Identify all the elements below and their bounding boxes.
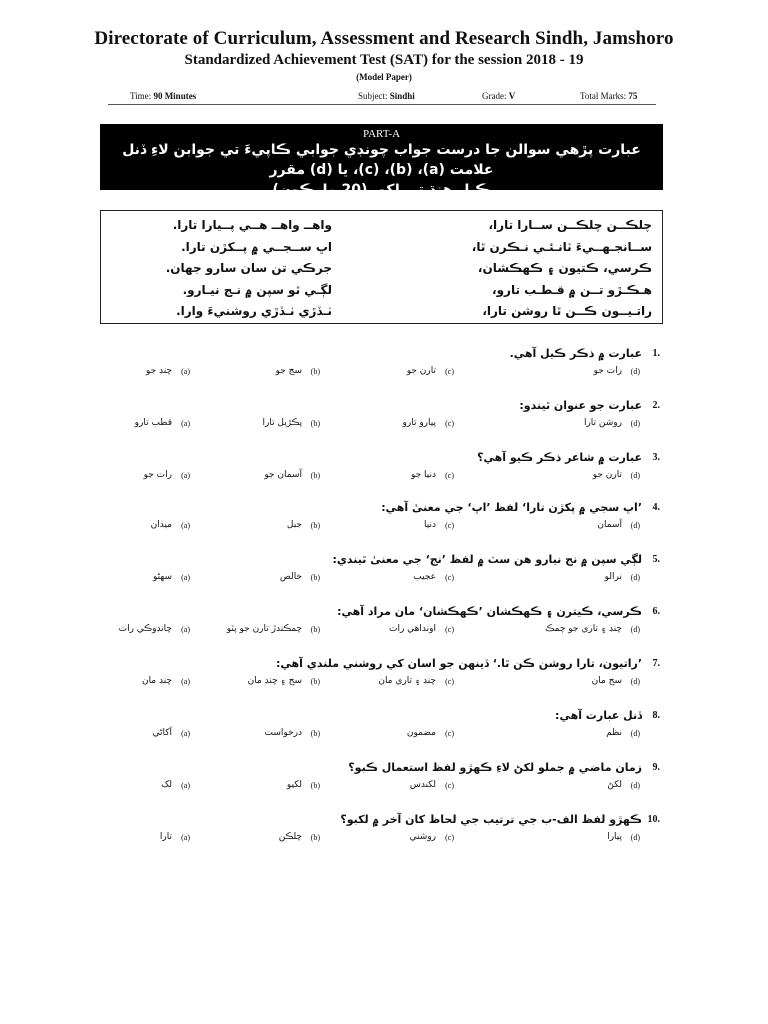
question-text: ڪرسي، ڪيترن ۽ ڪهڪشان ’ڪهڪشان‘ مان مراد آهي: [337, 605, 642, 618]
option-text: سج ۽ چنڊ مان [247, 676, 302, 686]
option-letter: (a) [181, 367, 190, 376]
question-number: 6. [652, 606, 660, 617]
answer-option [294, 470, 454, 484]
question-item [100, 452, 660, 492]
answer-option [294, 676, 454, 690]
option-letter: (c) [445, 471, 454, 480]
question-text: عبارت جو عنوان ٿيندو: [519, 399, 642, 412]
option-letter: (a) [181, 419, 190, 428]
option-letter: (a) [181, 781, 190, 790]
question-text: ڏنل عبارت آهي: [555, 709, 642, 722]
option-letter: (d) [630, 677, 640, 686]
answer-option [480, 418, 640, 432]
time-field [130, 91, 196, 101]
answer-option [480, 470, 640, 484]
option-letter: (d) [630, 471, 640, 480]
option-letter: (a) [181, 471, 190, 480]
answer-option [294, 624, 454, 638]
poem-right-column [382, 215, 652, 323]
poem-passage [100, 210, 663, 324]
option-letter: (a) [181, 625, 190, 634]
option-letter: (c) [445, 781, 454, 790]
option-text: روشني [409, 832, 436, 842]
option-text: درخواست [264, 728, 302, 738]
option-text: سج جو [275, 366, 302, 376]
option-letter: (d) [630, 521, 640, 530]
option-text: سهڻو [152, 572, 172, 582]
option-text: لکندس [409, 780, 436, 790]
option-letter: (d) [630, 419, 640, 428]
marks-label: Total Marks: [580, 91, 627, 101]
poem-line: لڳـي ٿو سپن ۾ نـج نيـارو. [182, 282, 332, 297]
question-text: زمان ماضي ۾ جملو لکڻ لاءِ ڪهڙو لفظ استعمال ڪبو؟ [348, 761, 642, 774]
option-text: آکاڻي [152, 728, 172, 738]
option-letter: (c) [445, 521, 454, 530]
option-text: نظم [606, 728, 622, 738]
option-text: چمڪندڙ تارن جو پٽو [226, 624, 302, 634]
option-letter: (b) [310, 833, 320, 842]
option-text: چنڊ مان [141, 676, 172, 686]
option-letter: (b) [310, 471, 320, 480]
option-text: آسمان جو [264, 470, 302, 480]
question-number: 3. [652, 452, 660, 463]
option-letter: (d) [630, 781, 640, 790]
option-letter: (b) [310, 677, 320, 686]
question-item [100, 606, 660, 646]
question-number: 7. [652, 658, 660, 669]
question-item [100, 710, 660, 750]
option-text: رات جو [143, 470, 172, 480]
option-letter: (b) [310, 729, 320, 738]
option-letter: (d) [630, 367, 640, 376]
model-paper-label: (Model Paper) [356, 72, 412, 82]
option-letter: (a) [181, 573, 190, 582]
question-number: 1. [652, 348, 660, 359]
answer-option [294, 366, 454, 380]
poem-line: راتـيــون ڪــن ٿا روشن تارا، [482, 304, 652, 318]
option-text: چانڊوڪي رات [118, 624, 172, 634]
option-text: جبل [286, 520, 302, 530]
question-text: ’راتيون، تارا روشن ڪن ٿا.‘ ڏينهن جو اسان کي روشني ملندي آهي: [276, 657, 642, 670]
option-text: چنڊ جو [145, 366, 172, 376]
option-letter: (c) [445, 833, 454, 842]
option-text: مضمون [406, 728, 436, 738]
time-label: Time: [130, 91, 152, 101]
answer-option [480, 780, 640, 794]
option-letter: (b) [310, 625, 320, 634]
option-text: لک [161, 780, 172, 790]
option-text: چنڊ ۽ تاري جو چمڪ [545, 624, 622, 634]
question-item [100, 762, 660, 802]
option-text: نرالو [604, 572, 622, 582]
option-text: لکڻ [607, 780, 622, 790]
answer-option [480, 728, 640, 742]
option-letter: (b) [310, 419, 320, 428]
option-letter: (a) [181, 729, 190, 738]
option-letter: (a) [181, 677, 190, 686]
option-letter: (c) [445, 419, 454, 428]
question-number: 8. [652, 710, 660, 721]
question-text: عبارت ۾ شاعر ذڪر ڪيو آهي؟ [477, 451, 642, 464]
option-text: پيارا [607, 832, 622, 842]
option-letter: (d) [630, 729, 640, 738]
question-item [100, 554, 660, 594]
answer-option [480, 520, 640, 534]
grade-label: Grade: [482, 91, 507, 101]
question-item [100, 348, 660, 388]
option-letter: (b) [310, 521, 320, 530]
poem-line: ٺـڏڙي ٺـڏڙي روشنيءَ وارا. [176, 304, 332, 318]
option-text: رات جو [593, 366, 622, 376]
option-text: چنڊ ۽ تاري مان [378, 676, 436, 686]
option-letter: (a) [181, 833, 190, 842]
question-text: ’اڀ سجي ۾ پکڙن تارا‘ لفظ ’اڀ‘ جي معنىٰ آهي: [381, 501, 642, 514]
poem-line: ڪرسي، ڪتيون ۽ ڪهڪشان، [477, 261, 652, 275]
question-item [100, 814, 660, 854]
option-text: لکيو [286, 780, 302, 790]
answer-option [294, 832, 454, 846]
option-letter: (c) [445, 729, 454, 738]
marks-field [580, 91, 637, 101]
answer-option [480, 676, 640, 690]
option-text: روشن تارا [583, 418, 622, 428]
option-letter: (d) [630, 573, 640, 582]
instruction-line-2: ڪيل هنڌ تي لکو. (20 مارڪون) [272, 182, 491, 198]
option-letter: (a) [181, 521, 190, 530]
option-letter: (b) [310, 573, 320, 582]
answer-option [480, 624, 640, 638]
answer-option [294, 572, 454, 586]
answer-option [480, 366, 640, 380]
grade-value: V [508, 91, 516, 101]
option-letter: (d) [630, 833, 640, 842]
question-number: 9. [652, 762, 660, 773]
instruction-line-1: عبارت پڙهي سوالن جا درست جواب چونڊي جوابي ڪاپيءَ تي جوابن لاءِ ڏنل علامت (a)، (b)، (c)، يا (d) مقرر [122, 142, 641, 178]
option-text: اونداهي رات [388, 624, 436, 634]
option-text: دنيا [424, 520, 436, 530]
option-text: تارن جو [592, 470, 622, 480]
option-letter: (d) [630, 625, 640, 634]
option-text: پيارو تارو [402, 418, 436, 428]
question-number: 2. [652, 400, 660, 411]
option-text: قطب تارو [134, 418, 172, 428]
answer-option [294, 728, 454, 742]
poem-line: هـڪـڙو تــن ۾ قـطـب تارو، [492, 282, 652, 297]
exam-meta-row [108, 90, 656, 105]
option-text: خالص [279, 572, 302, 582]
answer-option [294, 780, 454, 794]
subject-label: Subject: [358, 91, 388, 101]
poem-line: ســانجـهــيءَ ٽانـئـي نـڪرن ٿا، [471, 239, 652, 254]
option-text: تارا [159, 832, 172, 842]
question-text: لڳي سپن ۾ نج نيارو هن سٽ ۾ لفظ ’نج‘ جي معنىٰ ٿيندي: [332, 553, 642, 566]
answer-option [294, 520, 454, 534]
option-letter: (c) [445, 573, 454, 582]
option-letter: (c) [445, 677, 454, 686]
option-text: پڪڙيل تارا [262, 418, 302, 428]
poem-left-column [102, 215, 332, 323]
option-text: آسمان [597, 520, 622, 530]
option-text: چلڪن [278, 832, 302, 842]
time-value: 90 Minutes [153, 91, 197, 101]
marks-value: 75 [628, 91, 638, 101]
grade-field [482, 91, 515, 101]
option-text: عجيب [413, 572, 436, 582]
option-text: دنيا جو [410, 470, 436, 480]
subject-field [358, 91, 415, 101]
answer-option [294, 418, 454, 432]
option-text: سج مان [591, 676, 622, 686]
question-item [100, 400, 660, 440]
question-text: عبارت ۾ ذڪر ڪيل آهي. [509, 347, 642, 360]
question-number: 10. [647, 814, 660, 825]
option-text: تارن جو [406, 366, 436, 376]
poem-line: اڀ ســجــي ۾ پــکڙن تارا. [181, 239, 332, 254]
question-number: 4. [652, 502, 660, 513]
option-letter: (b) [310, 781, 320, 790]
option-text: ميدان [150, 520, 172, 530]
poem-line: چلڪــن چلڪــن ســارا تارا، [488, 218, 652, 232]
part-a-instructions [100, 124, 663, 198]
answer-option [480, 572, 640, 586]
question-number: 5. [652, 554, 660, 565]
option-letter: (c) [445, 367, 454, 376]
poem-line: واهــ واهــ هــي پــيارا تارا. [172, 218, 332, 232]
answer-option [480, 832, 640, 846]
question-item [100, 658, 660, 698]
question-item [100, 502, 660, 542]
option-letter: (c) [445, 625, 454, 634]
page-title: Directorate of Curriculum, Assessment and Research Sindh, Jamshoro [94, 28, 674, 49]
subject-value: Sindhi [389, 91, 415, 101]
part-label: PART-A [362, 128, 401, 140]
page-subtitle: Standardized Achievement Test (SAT) for the session 2018 - 19 [184, 52, 584, 68]
option-letter: (b) [310, 367, 320, 376]
poem-line: جرڪي تن سان سارو جهان. [165, 261, 332, 275]
question-text: ڪهڙو لفظ الف-ب جي ترتيب جي لحاظ کان آخر ۾ لکبو؟ [340, 813, 642, 826]
